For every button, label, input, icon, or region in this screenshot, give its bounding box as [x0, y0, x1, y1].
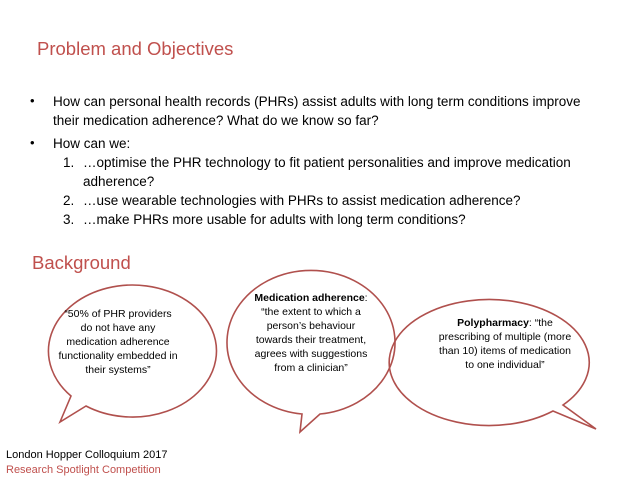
- bullet-icon: •: [30, 93, 35, 108]
- bubble-right-definition: : “the prescribing of multiple (more than 10) items of medication to one individual”: [438, 317, 572, 371]
- footer-event: London Hopper Colloquium 2017: [6, 449, 168, 461]
- item-text: …use wearable technologies with PHRs to assist medication adherence?: [83, 193, 521, 208]
- background-heading: Background: [32, 252, 131, 273]
- footer: [6, 448, 167, 478]
- bullet-icon: •: [30, 135, 35, 150]
- item-number: 2.: [63, 193, 75, 208]
- item-text: …make PHRs more usable for adults with long term conditions?: [83, 212, 466, 227]
- item-text: …optimise the PHR technology to fit patient personalities and improve medication adherence?: [83, 155, 571, 189]
- bullet-text: How can personal health records (PHRs) assist adults with long term conditions improve their medication adherence? What do we know so far?: [53, 94, 581, 128]
- footer-competition: Research Spotlight Competition: [6, 464, 161, 476]
- bubble-right-term: Polypharmacy: [457, 317, 529, 329]
- bubble-right-text: [436, 316, 574, 372]
- bullet-text: How can we:: [53, 136, 131, 151]
- slide-title: Problem and Objectives: [37, 38, 234, 59]
- item-number: 1.: [63, 155, 75, 170]
- bubble-middle-text: [248, 291, 374, 375]
- bubble-middle-definition: : “the extent to which a person’s behaviour towards their treatment, agrees with suggestions from a clinician”: [254, 292, 368, 374]
- bubble-left-text: “50% of PHR providers do not have any medication adherence functionality embedded in their systems”: [58, 308, 178, 376]
- item-number: 3.: [63, 212, 75, 227]
- bubble-middle-term: Medication adherence: [254, 292, 365, 304]
